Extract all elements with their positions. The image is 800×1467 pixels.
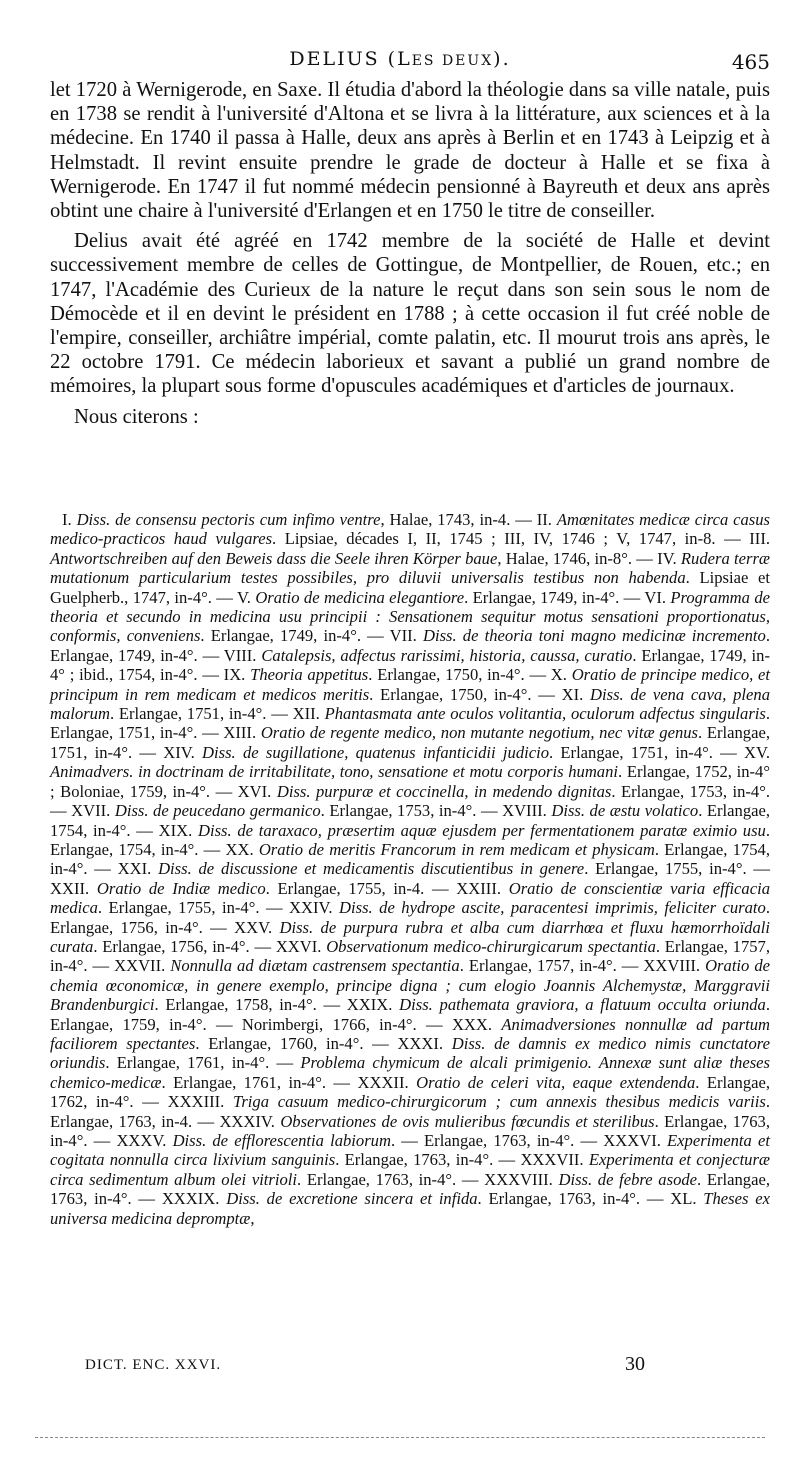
article-body [50,78,770,435]
bibliography-title: Problema chymicum de alcali primigenio. Annexæ sunt aliæ theses chemico-medicæ [50,1053,770,1092]
paragraph-intro-list: Nous citerons : [74,405,199,428]
bibliography-title: Diss. de peucedano germanico [114,801,321,821]
bibliography-title: Diss. pathemata graviora, a flatuum occulta oriunda [399,995,766,1015]
bibliography-title: Oratio de principe medico, et principum in rem medicam et medicos meritis [50,665,771,704]
bibliography-text: . Erlangae, 1762, in-4°. — XXXIII. [50,1072,770,1112]
paragraph-biography: let 1720 à Wernigerode, en Saxe. Il étudia d'abord la théologie dans sa ville natale, puis en 1738 se rendit à l'université d'Altona et se livra à la littérature, aux sciences et à la médecine. En 1740 il passa à Halle, deux ans après à Berlin et en 1743 à Leipzig et à Helmstadt. Il revint ensuite prendre le grade de docteur à Halle et se fixa à Wernigerode. En 1747 il fut nommé médecin pensionné à Bayreuth et deux ans après obtint une chaire à l'université d'Erlangen et en 1750 le titre de conseiller. [50,79,770,223]
bibliography-title: Programma de theoria et secundo in medicina usu principii : Sensationem sequitur motus sensationi proportionatus, conformis, conveniens [50,587,770,646]
page-footer [85,1353,715,1383]
bibliography-text: . Erlangae, 1749, in-4°. — VIII. [50,626,770,665]
bibliography-text: . — Erlangae, 1763, in-4°. — XXXVI. [390,1131,668,1150]
bibliography-text: . Erlangae, 1757, in-4°. — XXVIII. [459,956,706,976]
bibliography-text: . Erlangae, 1758, in-4°. — XXIX. [154,995,400,1015]
bibliography-text: . Erlangae, 1759, in-4°. — Norimbergi, 1766, in-4°. — XXX. [50,995,770,1034]
bibliography-title: Diss. de consensu pectoris cum infimo ventre [76,510,381,529]
bibliography-text: . Erlangae, 1752, in-4° ; Boloniae, 1759, in-4°. — XVI. [50,762,770,801]
bibliography-title: Diss. de theoria toni magno medicinæ incremento [422,626,766,646]
bibliography-text: , Halae, 1743, in-4. — II. [380,510,557,529]
bibliography-title: Oratio de meritis Francorum in rem medicam et physicam [258,839,655,859]
bibliography-title: Diss. de efflorescentia labiorum [172,1131,391,1150]
bibliography-title: Diss. de purpura rubra et alba cum diarrhœa et fluxu hæmorrhoïdali curata [50,917,770,956]
bibliography-text: . Erlangae, 1754, in-4°. — XX. [50,820,770,859]
bibliography-title: Oratio de regente medico, non mutante negotium, nec vitæ genus [260,723,699,743]
bibliography-title: Diss. de discussione et medicamentis discutientibus in genere [158,859,585,879]
bibliography-text: . Erlangae, 1754, in-4°. — XIX. [50,801,770,840]
bibliography-text: . Erlangae, 1754, in-4°. — XXI. [50,839,770,879]
page-number: 465 [731,50,770,74]
bibliography-text: . Erlangae, 1750, in-4°. — XI. [369,684,591,704]
bibliography-title: Triga casuum medico-chirurgicorum ; cum annexis thesibus medicis variis [233,1092,766,1112]
bottom-rule [35,1437,765,1438]
bibliography-text: . Erlangae, 1756, in-4°. — XXV. [50,898,770,937]
bibliography-text: . Erlangae, 1760, in-4°. — XXXI. [195,1033,452,1053]
bibliography-title: Oratio de celeri vita, eaque extendenda [416,1072,696,1092]
bibliography-text: . Lipsiae, décades I, II, 1745 ; III, IV, 1746 ; V, 1747, in-8. — III. [272,529,770,549]
bibliography-text: . Erlangae, 1751, in-4°. — XV. [549,742,771,762]
bibliography-text: . Erlangae, 1753, in-4°. — XVII. [50,781,770,821]
bibliography-title: Rudera terræ mutationum particularium testes possibiles, pro diluvii universalis testibus non habenda [50,548,770,588]
bibliography-title: Amœnitates medicæ circa casus medico-practicos haud vulgares [50,510,771,549]
bibliography-text: . Erlangae, 1751, in-4°. — XIII. [50,704,770,743]
bibliography-title: Oratio de conscientiæ varia efficacia medica [50,878,770,918]
bibliography-title: Experimenta et conjecturæ circa sedimentum album olei vitrioli [50,1150,771,1189]
bibliography-title: Diss. purpuræ et coccinella, in medendo dignitas [276,781,612,801]
bibliography-title: Animadvers. in doctrinam de irritabilitate, tono, sensatione et motu corporis humani [50,762,619,782]
volume-reference: DICT. ENC. XXVI. [85,1357,222,1373]
bibliography-text: . Erlangae, 1763, in-4. — XXXIV. [50,1092,771,1131]
bibliography-title: Diss. de sugillatione, quatenus infanticidii judicio [202,742,549,762]
running-title: DELIUS (LES DEUX). [289,48,511,70]
bibliography-title: Diss. de vena cava, plena malorum [50,684,770,724]
bibliography-text: . Erlangae, 1763, in-4°. — XXXV. [50,1111,770,1150]
bibliography-text: . Erlangae, 1763, in-4°. — XXXIX. [50,1169,770,1209]
bibliography-title: Observationes de ovis mulieribus fœcundis et sterilibus [280,1111,655,1131]
bibliography-text: . Lipsiae et Guelpherb., 1747, in-4°. — V. [50,568,771,607]
bibliography-text: . Erlangae, 1756, in-4°. — XXVI. [93,936,327,956]
bibliography-text: . Erlangae, 1751, in-4°. — XII. [109,704,325,724]
bibliography-title: Oratio de chemia œconomicæ, in genere exemplo, principe digna ; cum elogio Joannis Alchemystæ, Marggravii Brandenburgici [50,956,770,1015]
bibliography-title: Experimenta et cogitata nonnulla circa lixivium sanguinis [50,1131,770,1170]
bibliography-title: Diss. de damnis ex medico nimis cunctatore oriundis [50,1033,770,1073]
bibliography-title: Diss. de hydrope ascite, paracentesi imprimis, feliciter curato [339,898,766,918]
bibliography-title: Observationum medico-chirurgicarum spectantia [326,936,656,956]
bibliography-text: . Erlangae, 1751, in-4°. — XIV. [50,723,770,762]
bibliography-text: , [250,1208,255,1228]
bibliography-title: Diss. de febre asode [558,1169,698,1189]
bibliography-text: . Erlangae, 1749, in-4°. — VI. [464,587,671,607]
bibliography-title: Oratio de Indiæ medico [96,878,266,898]
bibliography-text: I. [62,510,77,529]
paragraph-honors: Delius avait été agréé en 1742 membre de la société de Halle et devint successivement membre de celles de Gottingue, de Montpellier, de Rouen, etc.; en 1747, l'Académie des Curieux de la nature le reçut dans son sein sous le nom de Démocède et il en devint le président en 1788 ; à cette occasion il fut créé noble de l'empire, conseiller, archiâtre impérial, comte palatin, etc. Il mourut trois ans après, le 22 octobre 1791. Ce médecin laborieux et savant a publié un grand nombre de mémoires, la plupart sous forme d'opuscules académiques et d'articles de journaux. [50,230,770,398]
bibliography-title: Theoria appetitus [250,665,369,685]
bibliography-title: Antwortschreiben auf den Beweis dass die Seele ihren Körper baue [50,548,498,568]
signature-mark: 30 [625,1353,645,1375]
bibliography-text: . Erlangae, 1749, in-4°. — VII. [200,626,423,646]
bibliography-title: Diss. de taraxaco, præsertim aquæ ejusdem per fermentationem paratæ eximio usu [197,820,766,840]
bibliography-title: Catalepsis, adfectus rarissimi, historia, caussa, curatio [261,645,633,665]
bibliography-title: Diss. de æstu volatico [551,801,699,821]
bibliography-title: Nonnulla ad diætam castrensem spectantia [170,956,460,976]
bibliography-text: . Erlangae, 1757, in-4°. — XXVII. [50,936,770,976]
bibliography-text: . Erlangae, 1763, in-4°. — XXXVIII. [297,1169,559,1189]
bibliography-text: . Erlangae, 1750, in-4°. — X. [368,665,572,685]
bibliography-title: Animadversiones nonnullæ ad partum faciliorem spectantes [50,1014,770,1053]
bibliography-title: Diss. de excretione sincera et infida [226,1189,478,1209]
bibliography-text: . Erlangae, 1763, in-4°. — XXXVII. [335,1150,589,1170]
bibliography-title: Phantasmata ante oculos volitantia, oculorum adfectus singularis [324,704,766,724]
bibliography-paragraph [50,510,770,1228]
bibliography-text: . Erlangae, 1761, in-4°. — XXXII. [161,1072,417,1092]
bibliography-text: . Erlangae, 1749, in-4° ; ibid., 1754, in-4°. — IX. [50,645,770,685]
bibliography-text: . Erlangae, 1755, in-4°. — XXII. [50,859,770,898]
bibliography-title: Oratio de medicina elegantiore [255,587,465,607]
bibliography-text: . Erlangae, 1755, in-4°. — XXIV. [97,898,340,918]
bibliography-text: . Erlangae, 1753, in-4°. — XVIII. [320,801,552,821]
bibliography-text: . Erlangae, 1761, in-4°. — [105,1053,301,1073]
bibliography [50,510,770,1228]
bibliography-title: Theses ex universa medicina depromptæ [50,1189,770,1228]
bibliography-text: . Erlangae, 1755, in-4. — XXIII. [265,878,509,898]
bibliography-text: . Erlangae, 1763, in-4°. — XL. [477,1189,704,1209]
running-head [30,46,770,74]
bibliography-text: , Halae, 1746, in-8°. — IV. [497,548,681,568]
